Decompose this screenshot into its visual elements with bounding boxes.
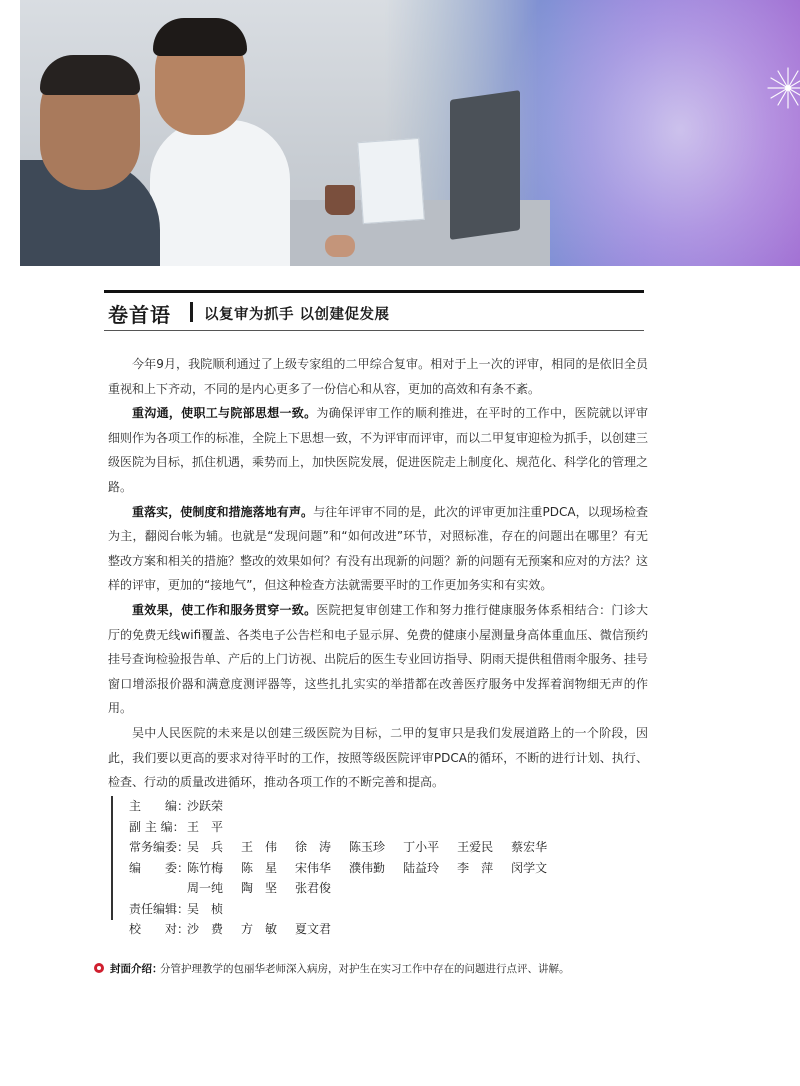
- paragraph: [108, 721, 648, 795]
- staff-name: 夏文君: [295, 922, 332, 936]
- staff-row: [129, 817, 609, 838]
- page-subtitle: 以复审为抓手 以创建促发展: [204, 307, 390, 323]
- staff-name: 沙跃荣: [187, 799, 224, 813]
- photo-document: [357, 138, 425, 224]
- staff-row: [129, 878, 609, 899]
- photo-mug: [325, 185, 355, 215]
- staff-row: [129, 858, 609, 879]
- paragraph-text: 为确保评审工作的顺利推进，在平时的工作中，医院就以评审细则作为各项工作的标准，全院上下思想一致，不为评审而评审，而以二甲复审迎检为抓手，以创建三级医院为目标，抓住机遇，乘势而上，加快医院发展，促进医院走上制度化、规范化、科学化的管理之路。: [108, 406, 649, 494]
- staff-name: 陈竹梅: [187, 860, 224, 875]
- photo-doctor-coat: [150, 120, 290, 266]
- staff-name: 王爱民: [457, 840, 494, 854]
- staff-row: [129, 837, 609, 858]
- editorial-staff: [111, 796, 609, 936]
- header-divider: [190, 302, 193, 322]
- header-rule-top: [104, 290, 644, 293]
- header-rule-bottom: [104, 330, 644, 331]
- paragraph-lead: 重沟通，使职工与院部思想一致。: [132, 406, 317, 421]
- paragraph-text: 医院把复审创建工作和努力推行健康服务体系相结合：门诊大厅的免费无线wifi覆盖、各类电子公告栏和电子显示屏、免费的健康小屋测量身高体重血压、微信预约挂号查询检验报告单、产后的上门访视、出院后的医生专业回访指导、阴雨天提供租借雨伞服务、挂号窗口增添报价器和满意度测评器等，这些扎扎实实的举措都在改善医疗服务中发挥着润物细无声的作用。: [108, 602, 649, 716]
- target-bullet-icon: [94, 963, 104, 973]
- paragraph: [108, 401, 648, 499]
- cover-description: 分管护理教学的包丽华老师深入病房，对护生在实习工作中存在的问题进行点评、讲解。: [160, 963, 570, 975]
- staff-name: 王 平: [187, 819, 224, 834]
- staff-name: 吴 兵: [187, 840, 224, 854]
- photo-monitor: [450, 90, 520, 240]
- staff-name: 濮伟勤: [349, 860, 386, 875]
- staff-name: 陈玉珍: [349, 840, 386, 854]
- staff-name: 吴 桢: [187, 901, 224, 916]
- staff-name: 方 敏: [241, 922, 278, 936]
- staff-role: 副 主 编：: [129, 819, 185, 834]
- staff-row: [129, 919, 609, 940]
- paragraph: [108, 500, 648, 598]
- page-title: 卷首语: [108, 303, 171, 327]
- paragraph-text: 与往年评审不同的是，此次的评审更加注重PDCA，以现场检查为主，翻阅台帐为辅。也就是“发现问题”和“如何改进”环节，对照标准，存在的问题出在哪里？有无整改方案和相关的措施？整改的效果如何？有没有出现新的问题？新的问题有无预案和应对的方法？这样的评审，更加的“接地气”，但这种检查方法就需要平时的工作更加务实和有实效。: [108, 504, 649, 593]
- paragraph: [108, 352, 648, 401]
- staff-row: [129, 899, 609, 920]
- staff-names: [187, 878, 349, 899]
- staff-names: [187, 899, 241, 920]
- paragraph-lead: 重落实，使制度和措施落地有声。: [132, 504, 314, 519]
- dandelion-icon: [765, 65, 800, 111]
- paragraph: [108, 598, 648, 721]
- staff-names: [187, 817, 241, 838]
- staff-names: [187, 858, 565, 879]
- paragraph-text: 吴中人民医院的未来是以创建三级医院为目标，二甲的复审只是我们发展道路上的一个阶段，因此，我们要以更高的要求对待平时的工作，按照等级医院评审PDCA的循环，不断的进行计划、执行、检查、行动的质量改进循环，推动各项工作的不断完善和提高。: [108, 725, 648, 790]
- staff-row: [129, 796, 609, 817]
- staff-name: 陈 星: [241, 860, 278, 875]
- staff-name: 陆益玲: [403, 860, 440, 875]
- staff-name: 沙 费: [187, 922, 224, 936]
- staff-name: 蔡宏华: [511, 840, 548, 854]
- staff-name: 陶 坚: [241, 881, 278, 895]
- article-body: [108, 352, 648, 795]
- staff-name: 闵学文: [511, 860, 548, 875]
- cover-photo: [20, 0, 800, 266]
- staff-role: 编 委：: [129, 860, 190, 875]
- staff-name: 李 萍: [457, 860, 494, 875]
- paragraph-lead: 重效果，使工作和服务贯穿一致。: [132, 602, 317, 617]
- staff-role: 责任编辑：: [129, 901, 190, 916]
- staff-names: [187, 837, 565, 858]
- staff-name: 王 伟: [241, 840, 278, 854]
- cover-label: 封面介绍：: [110, 963, 163, 975]
- staff-role: 常务编委：: [129, 840, 190, 854]
- staff-names: [187, 796, 241, 817]
- photo-hand: [325, 235, 355, 257]
- staff-role: 主 编：: [129, 799, 190, 813]
- photo-doctor-hair: [153, 18, 247, 56]
- staff-name: 张君俊: [295, 881, 332, 895]
- staff-role: [129, 878, 187, 899]
- photo-patient-hair: [40, 55, 140, 95]
- staff-name: 宋伟华: [295, 860, 332, 875]
- staff-role: 校 对：: [129, 922, 190, 936]
- staff-name: 周一纯: [187, 881, 224, 895]
- staff-name: 徐 涛: [295, 840, 332, 854]
- staff-names: [187, 919, 349, 940]
- paragraph-text: 今年9月，我院顺利通过了上级专家组的二甲综合复审。相对于上一次的评审，相同的是依旧全员重视和上下齐动，不同的是内心更多了一份信心和从容，更加的高效和有条不紊。: [108, 357, 648, 396]
- staff-name: 丁小平: [403, 840, 440, 854]
